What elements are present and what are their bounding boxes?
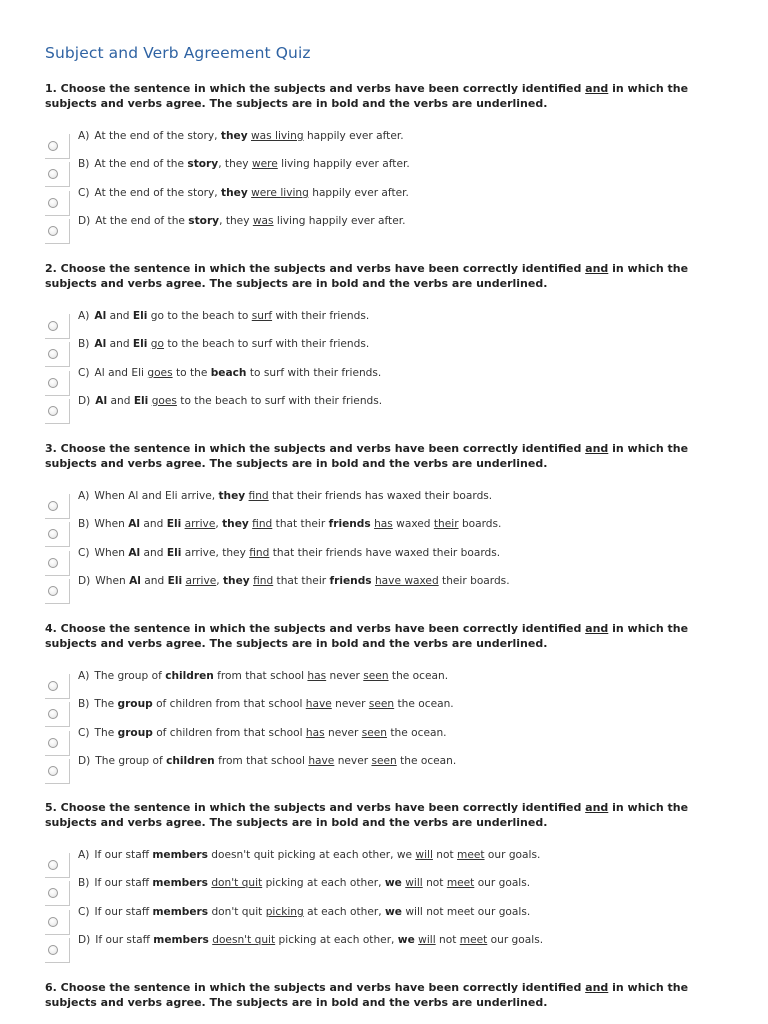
radio-button[interactable]	[45, 881, 70, 906]
answer-option[interactable]	[45, 517, 735, 545]
answer-option[interactable]	[45, 876, 735, 904]
option-letter: C)	[78, 727, 90, 739]
answer-option[interactable]	[45, 669, 735, 697]
radio-circle[interactable]	[48, 738, 58, 748]
question-text	[45, 81, 735, 111]
subject-text: Eli	[166, 518, 182, 530]
option-text	[78, 489, 492, 503]
question-number: 1.	[45, 82, 61, 95]
option-text	[78, 394, 382, 408]
option-letter: D)	[78, 395, 91, 407]
question-prompt-underlined: and	[585, 262, 609, 275]
plain-text: not	[435, 934, 460, 946]
verb-text: was	[252, 215, 274, 227]
plain-text: The	[94, 698, 118, 710]
plain-text: At the end of the story,	[94, 130, 221, 142]
plain-text: of children from that school	[152, 727, 306, 739]
subject-text: Eli	[133, 395, 149, 407]
question-text	[45, 621, 735, 651]
question-2	[45, 261, 735, 407]
option-text	[78, 309, 369, 323]
plain-text: When	[95, 575, 130, 587]
radio-circle[interactable]	[48, 917, 58, 927]
verb-text: meet	[459, 934, 488, 946]
question-text	[45, 261, 735, 291]
radio-button[interactable]	[45, 938, 70, 963]
subject-text: they	[222, 518, 249, 530]
verb-text: have	[308, 755, 335, 767]
option-text	[78, 905, 530, 919]
subject-text: children	[166, 755, 215, 767]
option-letter: C)	[78, 187, 90, 199]
option-letter: D)	[78, 575, 91, 587]
question-prompt-underlined: and	[585, 801, 609, 814]
radio-button[interactable]	[45, 371, 70, 396]
radio-button[interactable]	[45, 910, 70, 935]
subject-text: Al	[94, 310, 107, 322]
question-prompt-after: in which the subjects and verbs agree. The subjects are in bold and the verbs are underlined.	[45, 262, 689, 290]
verb-text: meet	[457, 849, 485, 861]
option-letter: B)	[78, 518, 90, 530]
plain-text: At the end of the	[95, 215, 189, 227]
answer-option[interactable]	[45, 489, 735, 517]
verb-text: seen	[368, 698, 395, 710]
question-prompt-underlined: and	[585, 981, 609, 994]
subject-text: we	[384, 877, 402, 889]
subject-text: Al	[128, 518, 141, 530]
plain-text: ,	[216, 575, 223, 587]
subject-text: Eli	[166, 547, 182, 559]
option-text	[78, 933, 543, 947]
radio-circle[interactable]	[48, 501, 58, 511]
plain-text: When	[94, 547, 129, 559]
radio-button[interactable]	[45, 134, 70, 159]
answer-option[interactable]	[45, 337, 735, 365]
question-prompt-after: in which the subjects and verbs agree. The subjects are in bold and the verbs are underlined.	[45, 981, 689, 1009]
answer-option[interactable]	[45, 574, 735, 602]
subject-text: Eli	[167, 575, 183, 587]
question-prompt-before: Choose the sentence in which the subjects and verbs have been correctly identified	[60, 82, 586, 95]
question-prompt-underlined: and	[585, 442, 609, 455]
subject-text: members	[152, 849, 208, 861]
option-letter: B)	[78, 877, 90, 889]
plain-text: the ocean.	[388, 670, 449, 682]
plain-text: If our staff	[94, 849, 153, 861]
verb-text: doesn't quit	[212, 934, 276, 946]
subject-text: Eli	[132, 310, 148, 322]
question-number: 5.	[45, 801, 61, 814]
question-prompt-underlined: and	[585, 622, 609, 635]
plain-text: The	[94, 727, 118, 739]
option-text	[78, 366, 381, 380]
plain-text: living happily ever after.	[273, 215, 406, 227]
subject-text: Al	[94, 338, 107, 350]
answer-option[interactable]	[45, 366, 735, 394]
radio-button[interactable]	[45, 759, 70, 784]
plain-text: to the beach to surf with their friends.	[164, 338, 370, 350]
plain-text: to the	[172, 367, 211, 379]
plain-text: the ocean.	[387, 727, 447, 739]
radio-button[interactable]	[45, 191, 70, 216]
option-text	[78, 574, 510, 588]
radio-button[interactable]	[45, 702, 70, 727]
plain-text: At the end of the	[94, 158, 188, 170]
radio-circle[interactable]	[48, 141, 58, 151]
plain-text: that their friends has waxed their boards.	[268, 490, 493, 502]
option-text	[78, 337, 369, 351]
verb-text: will	[418, 934, 436, 946]
answer-option[interactable]	[45, 129, 735, 157]
question-number: 2.	[45, 262, 61, 275]
verb-text: have	[305, 698, 332, 710]
plain-text: never	[334, 755, 372, 767]
answer-option[interactable]	[45, 933, 735, 961]
verb-text: find	[249, 547, 270, 559]
plain-text: happily ever after.	[303, 130, 404, 142]
question-4	[45, 621, 735, 767]
answer-option[interactable]	[45, 697, 735, 725]
plain-text: living happily ever after.	[277, 158, 410, 170]
radio-circle[interactable]	[48, 349, 58, 359]
plain-text: never	[326, 670, 364, 682]
option-letter: A)	[78, 849, 90, 861]
verb-text: find	[253, 575, 274, 587]
option-letter: B)	[78, 338, 90, 350]
option-letter: A)	[78, 490, 90, 502]
plain-text: arrive, they	[181, 547, 250, 559]
plain-text: At the end of the story,	[94, 187, 222, 199]
question-text	[45, 441, 735, 471]
answer-option[interactable]	[45, 546, 735, 574]
radio-button[interactable]	[45, 551, 70, 576]
option-letter: D)	[78, 934, 91, 946]
option-text	[78, 697, 454, 711]
subject-text: friends	[328, 518, 371, 530]
answer-option[interactable]	[45, 754, 735, 782]
option-text	[78, 876, 530, 890]
option-letter: C)	[78, 547, 90, 559]
option-text	[78, 546, 500, 560]
option-letter: C)	[78, 906, 90, 918]
question-1	[45, 81, 735, 227]
radio-button[interactable]	[45, 399, 70, 424]
radio-button[interactable]	[45, 219, 70, 244]
verb-text: arrive	[184, 518, 216, 530]
radio-button[interactable]	[45, 494, 70, 519]
plain-text: to the beach to surf with their friends.	[176, 395, 383, 407]
radio-button[interactable]	[45, 731, 70, 756]
plain-text: our goals.	[484, 849, 541, 861]
radio-circle[interactable]	[48, 709, 58, 719]
plain-text: If our staff	[94, 906, 153, 918]
plain-text: When Al and Eli arrive,	[94, 490, 219, 502]
option-text	[78, 517, 501, 531]
verb-text: surf	[251, 310, 273, 322]
answer-option[interactable]	[45, 157, 735, 185]
subject-text: group	[117, 727, 153, 739]
question-5	[45, 800, 735, 946]
option-letter: D)	[78, 755, 91, 767]
radio-button[interactable]	[45, 579, 70, 604]
plain-text: to surf with their friends.	[246, 367, 382, 379]
answer-option[interactable]	[45, 186, 735, 214]
subject-text: group	[117, 698, 153, 710]
subject-text: we	[397, 934, 415, 946]
question-text	[45, 800, 735, 830]
option-text	[78, 754, 456, 768]
radio-button[interactable]	[45, 674, 70, 699]
subject-text: they	[222, 575, 250, 587]
radio-circle[interactable]	[48, 529, 58, 539]
subject-text: we	[384, 906, 402, 918]
question-prompt-after: in which the subjects and verbs agree. The subjects are in bold and the verbs are underlined.	[45, 82, 689, 110]
plain-text: from that school	[214, 755, 309, 767]
verb-text: don't quit	[211, 877, 263, 889]
plain-text: and	[140, 518, 167, 530]
question-prompt-after: in which the subjects and verbs agree. The subjects are in bold and the verbs are underlined.	[45, 801, 689, 829]
plain-text: don't quit	[208, 906, 266, 918]
plain-text: ,	[215, 518, 223, 530]
radio-circle[interactable]	[48, 198, 58, 208]
subject-text: Al	[95, 395, 108, 407]
radio-circle[interactable]	[48, 226, 58, 236]
plain-text: When	[94, 518, 129, 530]
plain-text: and	[140, 547, 167, 559]
verb-text: meet	[446, 877, 475, 889]
question-number: 4.	[45, 622, 61, 635]
plain-text: picking at each other,	[262, 877, 385, 889]
plain-text: , they	[219, 215, 253, 227]
radio-button[interactable]	[45, 342, 70, 367]
radio-circle[interactable]	[48, 681, 58, 691]
plain-text: go to the beach to	[147, 310, 252, 322]
verb-text: seen	[361, 727, 388, 739]
verb-text: picking	[265, 906, 304, 918]
subject-text: Al	[128, 547, 141, 559]
subject-text: members	[152, 906, 209, 918]
option-text	[78, 848, 540, 862]
plain-text: doesn't quit picking at each other, we	[207, 849, 416, 861]
answer-option[interactable]	[45, 309, 735, 337]
verb-text: has	[374, 518, 393, 530]
question-6	[45, 980, 735, 1010]
radio-circle[interactable]	[48, 321, 58, 331]
plain-text: waxed	[392, 518, 434, 530]
verb-text: find	[252, 518, 273, 530]
option-text	[78, 157, 410, 171]
plain-text: our goals.	[474, 877, 531, 889]
option-letter: A)	[78, 670, 90, 682]
answer-option[interactable]	[45, 848, 735, 876]
question-3	[45, 441, 735, 587]
option-letter: A)	[78, 310, 90, 322]
answer-option[interactable]	[45, 214, 735, 242]
subject-text: friends	[329, 575, 372, 587]
option-letter: A)	[78, 130, 90, 142]
verb-text: will	[405, 877, 423, 889]
radio-circle[interactable]	[48, 378, 58, 388]
subject-text: members	[152, 877, 208, 889]
plain-text: happily ever after.	[308, 187, 409, 199]
subject-text: children	[165, 670, 214, 682]
subject-text: beach	[210, 367, 247, 379]
plain-text: the ocean.	[394, 698, 454, 710]
plain-text: that their	[273, 575, 330, 587]
question-number: 3.	[45, 442, 61, 455]
plain-text: their boards.	[438, 575, 510, 587]
radio-circle[interactable]	[48, 766, 58, 776]
plain-text: of children from that school	[152, 698, 306, 710]
plain-text: Al and Eli	[94, 367, 148, 379]
verb-text: has	[305, 727, 325, 739]
subject-text: they	[220, 130, 248, 142]
verb-text: were	[251, 158, 278, 170]
verb-text: seen	[371, 755, 397, 767]
plain-text: picking at each other,	[275, 934, 398, 946]
option-text	[78, 186, 409, 200]
verb-text: have waxed	[374, 575, 439, 587]
plain-text: and	[107, 395, 134, 407]
option-text	[78, 669, 448, 683]
plain-text: and	[106, 338, 133, 350]
answer-option[interactable]	[45, 905, 735, 933]
subject-text: Eli	[132, 338, 148, 350]
option-letter: B)	[78, 698, 90, 710]
plain-text: never	[324, 727, 362, 739]
question-prompt-after: in which the subjects and verbs agree. The subjects are in bold and the verbs are underlined.	[45, 622, 689, 650]
question-prompt-before: Choose the sentence in which the subjects and verbs have been correctly identified	[60, 981, 586, 994]
subject-text: members	[153, 934, 209, 946]
plain-text: The group of	[94, 670, 166, 682]
question-prompt-before: Choose the sentence in which the subjects and verbs have been correctly identified	[60, 262, 586, 275]
verb-text: seen	[363, 670, 389, 682]
verb-text: has	[307, 670, 327, 682]
option-letter: C)	[78, 367, 90, 379]
subject-text: story	[187, 158, 219, 170]
plain-text: If our staff	[94, 877, 153, 889]
radio-button[interactable]	[45, 314, 70, 339]
subject-text: Al	[129, 575, 141, 587]
verb-text: goes	[151, 395, 177, 407]
verb-text: goes	[147, 367, 173, 379]
verb-text: will	[415, 849, 433, 861]
option-text	[78, 726, 447, 740]
subject-text: they	[218, 490, 246, 502]
question-prompt-underlined: and	[585, 82, 609, 95]
plain-text: that their	[272, 518, 329, 530]
page-title: Subject and Verb Agreement Quiz	[45, 44, 311, 62]
verb-text: were living	[251, 187, 309, 199]
radio-circle[interactable]	[48, 860, 58, 870]
question-number: 6.	[45, 981, 61, 994]
verb-text: go	[150, 338, 165, 350]
plain-text: our goals.	[487, 934, 544, 946]
plain-text: boards.	[458, 518, 502, 530]
plain-text: at each other,	[303, 906, 385, 918]
plain-text: will not meet our goals.	[401, 906, 531, 918]
radio-circle[interactable]	[48, 888, 58, 898]
plain-text: and	[106, 310, 133, 322]
radio-circle[interactable]	[48, 558, 58, 568]
verb-text: was living	[250, 130, 304, 142]
radio-button[interactable]	[45, 522, 70, 547]
radio-circle[interactable]	[48, 945, 58, 955]
verb-text: find	[248, 490, 269, 502]
verb-text: their	[433, 518, 459, 530]
plain-text: and	[140, 575, 168, 587]
question-prompt-before: Choose the sentence in which the subjects and verbs have been correctly identified	[60, 442, 586, 455]
subject-text: story	[188, 215, 220, 227]
plain-text: never	[331, 698, 369, 710]
plain-text: with their friends.	[272, 310, 370, 322]
answer-option[interactable]	[45, 726, 735, 754]
plain-text: , they	[218, 158, 252, 170]
plain-text: If our staff	[95, 934, 154, 946]
plain-text: The group of	[95, 755, 167, 767]
radio-circle[interactable]	[48, 586, 58, 596]
plain-text: from that school	[213, 670, 308, 682]
plain-text: not	[422, 877, 447, 889]
plain-text: not	[432, 849, 458, 861]
plain-text: that their friends have waxed their boards.	[269, 547, 501, 559]
radio-button[interactable]	[45, 853, 70, 878]
subject-text: they	[221, 187, 248, 199]
radio-circle[interactable]	[48, 406, 58, 416]
radio-circle[interactable]	[48, 169, 58, 179]
question-prompt-after: in which the subjects and verbs agree. The subjects are in bold and the verbs are underlined.	[45, 442, 689, 470]
question-prompt-before: Choose the sentence in which the subjects and verbs have been correctly identified	[60, 622, 586, 635]
option-text	[78, 129, 404, 143]
answer-option[interactable]	[45, 394, 735, 422]
question-prompt-before: Choose the sentence in which the subjects and verbs have been correctly identified	[60, 801, 586, 814]
option-text	[78, 214, 405, 228]
question-text	[45, 980, 735, 1010]
option-letter: D)	[78, 215, 91, 227]
plain-text: the ocean.	[396, 755, 457, 767]
option-letter: B)	[78, 158, 90, 170]
verb-text: arrive	[185, 575, 217, 587]
radio-button[interactable]	[45, 162, 70, 187]
